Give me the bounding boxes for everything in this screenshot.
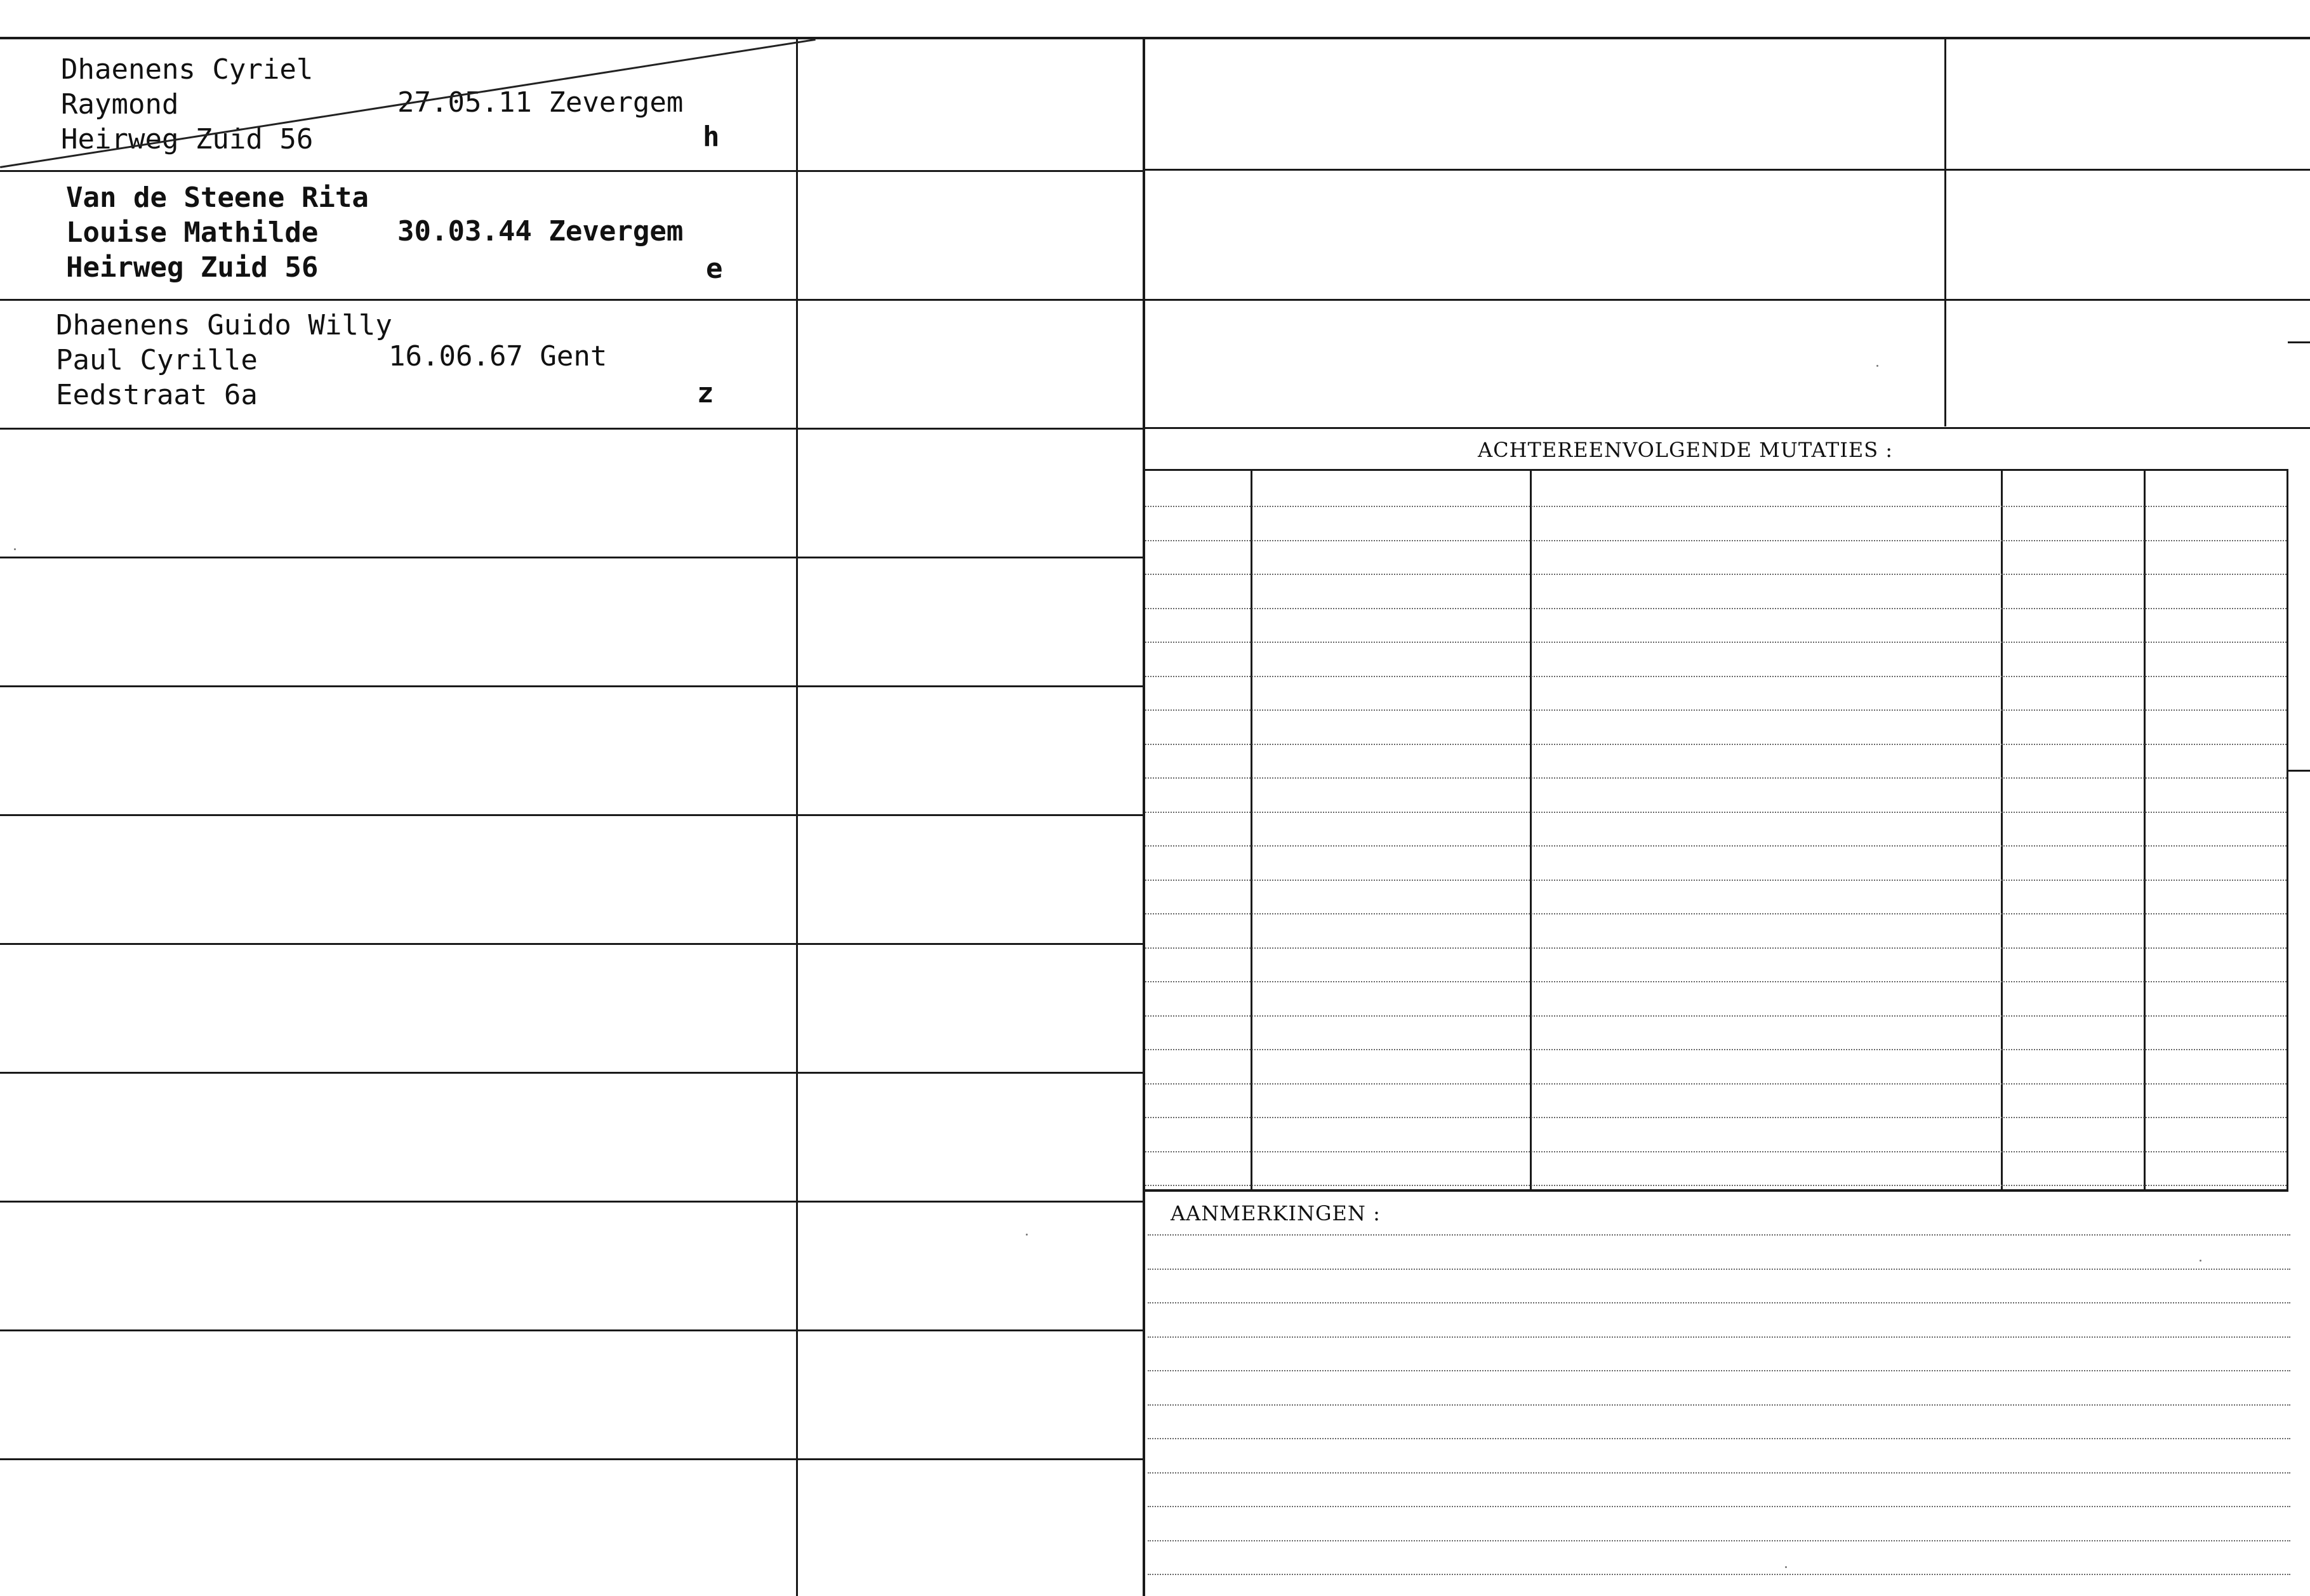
mutaties-dotted-row: [1145, 777, 2287, 779]
record-3-code: z: [697, 377, 714, 409]
left-column-divider: [796, 38, 798, 1596]
mutaties-dotted-row: [1145, 981, 2287, 982]
aanmerkingen-dotted-line: [1148, 1370, 2290, 1371]
mutaties-bottom-border: [1143, 1189, 2288, 1192]
middle-row-line: [798, 814, 1143, 816]
left-row-line: [0, 299, 796, 301]
aanmerkingen-dotted-line: [1148, 1438, 2290, 1439]
mutaties-title: ACHTEREENVOLGENDE MUTATIES :: [1478, 438, 1894, 462]
middle-row-line: [798, 1458, 1143, 1460]
aanmerkingen-dotted-line: [1148, 1302, 2290, 1303]
record-3-line3: Eedstraat 6a: [56, 379, 258, 411]
aanmerkingen-dotted-line: [1148, 1336, 2290, 1338]
mutaties-dotted-row: [1145, 676, 2287, 677]
scan-speck: [1785, 1566, 1787, 1568]
left-row-line: [0, 428, 796, 430]
record-1-code: h: [703, 121, 720, 153]
mutaties-col-5: [2287, 469, 2288, 1190]
middle-row-line: [798, 685, 1143, 687]
margin-tick-upper: [2288, 341, 2310, 343]
mutaties-dotted-row: [1145, 642, 2287, 643]
mutaties-dotted-row: [1145, 1083, 2287, 1085]
mutaties-dotted-row: [1145, 1015, 2287, 1017]
mutaties-dotted-row: [1145, 506, 2287, 507]
record-2-code: e: [706, 253, 723, 285]
middle-row-line: [798, 557, 1143, 558]
record-1-line1: Dhaenens Cyriel: [61, 53, 314, 86]
aanmerkingen-title: AANMERKINGEN :: [1171, 1201, 1381, 1225]
aanmerkingen-dotted-line: [1148, 1234, 2290, 1236]
left-row-line: [0, 685, 796, 687]
scan-speck: [2200, 1260, 2201, 1262]
mutaties-dotted-row: [1145, 913, 2287, 914]
left-row-line: [0, 1458, 796, 1460]
mutaties-col-1: [1251, 469, 1252, 1190]
aanmerkingen-dotted-line: [1148, 1404, 2290, 1406]
aanmerkingen-dotted-line: [1148, 1472, 2290, 1474]
scan-speck: [1026, 1234, 1028, 1236]
right-row-line-1: [1143, 169, 2310, 171]
left-row-line: [0, 557, 796, 558]
record-2-birth: 30.03.44 Zevergem: [397, 215, 684, 247]
right-row-line-2: [1143, 299, 2310, 301]
left-row-line: [0, 170, 796, 172]
middle-row-line: [798, 170, 1143, 172]
mutaties-dotted-row: [1145, 574, 2287, 575]
left-row-line: [0, 943, 796, 945]
record-1-line2: Raymond: [61, 88, 179, 121]
left-row-line: [0, 1201, 796, 1203]
right-row-line-3: [1143, 427, 2310, 429]
record-3-line1: Dhaenens Guido Willy: [56, 309, 392, 341]
aanmerkingen-dotted-line: [1148, 1540, 2290, 1541]
mutaties-dotted-row: [1145, 744, 2287, 745]
scan-speck: [14, 548, 16, 550]
margin-tick-lower: [2288, 770, 2310, 772]
aanmerkingen-dotted-line: [1148, 1574, 2290, 1575]
left-row-line: [0, 814, 796, 816]
mutaties-dotted-row: [1145, 880, 2287, 881]
mutaties-dotted-row: [1145, 1185, 2287, 1186]
scan-speck: [1876, 365, 1878, 367]
record-1-line3: Heirweg Zuid 56: [61, 123, 314, 155]
mutaties-dotted-row: [1145, 1049, 2287, 1050]
middle-row-line: [798, 299, 1143, 301]
record-2-line1: Van de Steene Rita: [66, 181, 369, 214]
record-3-birth: 16.06.67 Gent: [388, 340, 607, 373]
middle-row-line: [798, 1072, 1143, 1074]
aanmerkingen-dotted-line: [1148, 1506, 2290, 1507]
mutaties-dotted-row: [1145, 540, 2287, 541]
mutaties-col-2: [1530, 469, 1532, 1190]
mutaties-dotted-row: [1145, 709, 2287, 711]
middle-row-line: [798, 428, 1143, 430]
top-edge-line: [0, 37, 2310, 39]
aanmerkingen-dotted-line: [1148, 1269, 2290, 1270]
record-2-line3: Heirweg Zuid 56: [66, 251, 319, 284]
record-2-line2: Louise Mathilde: [66, 216, 319, 249]
middle-row-line: [798, 1201, 1143, 1203]
mutaties-dotted-row: [1145, 608, 2287, 609]
left-row-line: [0, 1072, 796, 1074]
middle-column-divider: [1143, 38, 1145, 1596]
left-row-line: [0, 1329, 796, 1331]
mutaties-dotted-row: [1145, 812, 2287, 813]
mutaties-dotted-row: [1145, 1117, 2287, 1118]
middle-row-line: [798, 1329, 1143, 1331]
mutaties-top-border: [1143, 469, 2288, 471]
record-3-line2: Paul Cyrille: [56, 344, 258, 376]
record-1-birth: 27.05.11 Zevergem: [397, 86, 684, 119]
middle-row-line: [798, 943, 1143, 945]
mutaties-dotted-row: [1145, 1151, 2287, 1152]
mutaties-col-4: [2144, 469, 2146, 1190]
mutaties-col-3: [2001, 469, 2003, 1190]
mutaties-dotted-row: [1145, 845, 2287, 847]
right-small-divider: [1944, 38, 1946, 426]
mutaties-dotted-row: [1145, 947, 2287, 949]
